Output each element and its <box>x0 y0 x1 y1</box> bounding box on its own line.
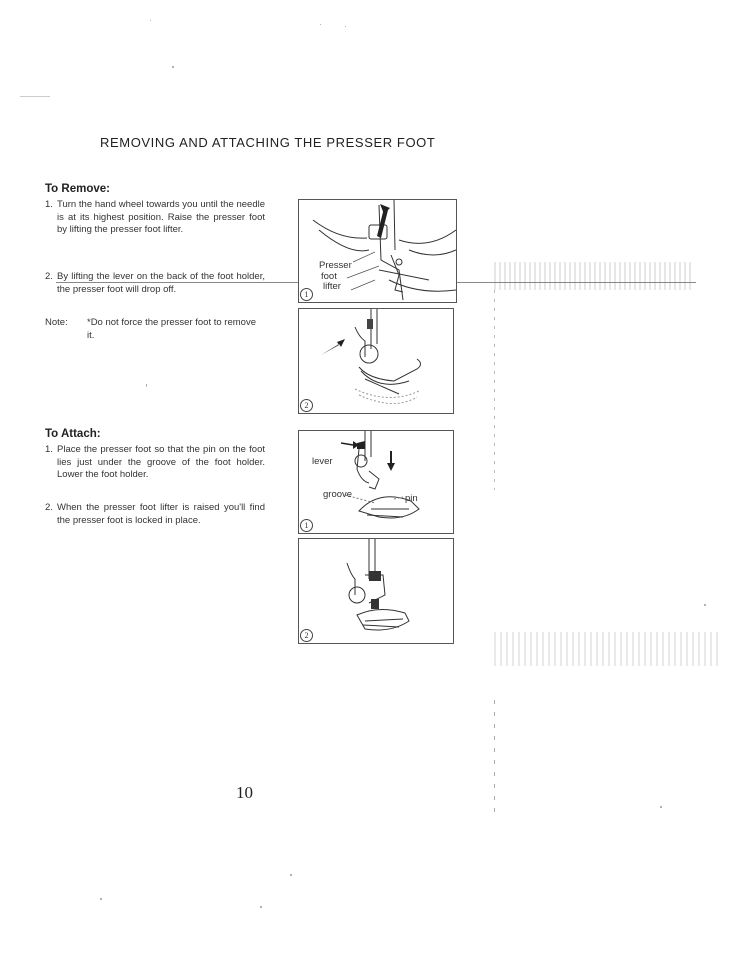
scan-speck <box>345 26 346 27</box>
scan-speck <box>704 604 706 606</box>
remove-step-2 <box>45 271 265 296</box>
figure-number-badge: 2 <box>300 629 313 642</box>
presser-foot-removal-illustration <box>299 309 453 413</box>
presser-foot-attach-illustration <box>299 431 453 533</box>
step-number: 1. <box>45 199 53 210</box>
figure-attach-2 <box>298 538 454 644</box>
scan-speck <box>172 66 174 68</box>
label-line: foot <box>321 270 337 282</box>
attach-step-1 <box>45 444 265 482</box>
label-pin: pin <box>405 493 418 504</box>
scan-speck <box>146 384 147 387</box>
scan-speck <box>150 20 151 21</box>
page-number: 10 <box>236 783 253 802</box>
step-number: 2. <box>45 271 53 282</box>
scan-speck <box>20 96 50 97</box>
step-number: 1. <box>45 444 53 455</box>
label-presser-foot-lifter <box>319 261 352 293</box>
scan-speck <box>100 898 102 900</box>
step-text: When the presser foot lifter is raised you'll find the presser foot is locked in place. <box>57 502 265 526</box>
attach-heading: To Attach: <box>45 428 101 440</box>
scan-speck <box>660 806 662 808</box>
figure-number-badge: 1 <box>300 288 313 301</box>
figure-number-badge: 1 <box>300 519 313 532</box>
step-text: Place the presser foot so that the pin on the foot lies just under the groove of the foot holder. Lower the foot holder. <box>57 444 265 480</box>
scan-speck <box>260 906 262 908</box>
scan-noise <box>494 262 694 290</box>
figure-number-badge: 2 <box>300 399 313 412</box>
presser-foot-locked-illustration <box>299 539 453 643</box>
note-text: *Do not force the presser foot to remove it. <box>87 317 256 341</box>
scan-noise <box>494 290 495 490</box>
note-label: Note: <box>45 317 68 328</box>
step-text: By lifting the lever on the back of the foot holder, the presser foot will drop off. <box>57 271 265 295</box>
scan-noise <box>494 700 495 820</box>
remove-heading: To Remove: <box>45 183 110 195</box>
label-lever: lever <box>312 456 333 467</box>
step-number: 2. <box>45 502 53 513</box>
label-line: lifter <box>323 281 341 292</box>
scan-speck <box>320 24 321 25</box>
scan-speck <box>290 874 292 876</box>
attach-step-2 <box>45 502 265 527</box>
step-text: Turn the hand wheel towards you until the needle is at its highest position. Raise the presser foot by lifting the presser foot lifter. <box>57 199 265 235</box>
page-title: REMOVING AND ATTACHING THE PRESSER FOOT <box>100 135 436 150</box>
remove-note <box>45 317 265 342</box>
label-line: Presser <box>319 260 352 271</box>
figure-remove-1 <box>298 199 457 303</box>
figure-attach-1 <box>298 430 454 534</box>
label-groove: groove <box>323 489 353 500</box>
scan-noise <box>494 632 722 666</box>
figure-remove-2 <box>298 308 454 414</box>
remove-step-1 <box>45 199 265 237</box>
